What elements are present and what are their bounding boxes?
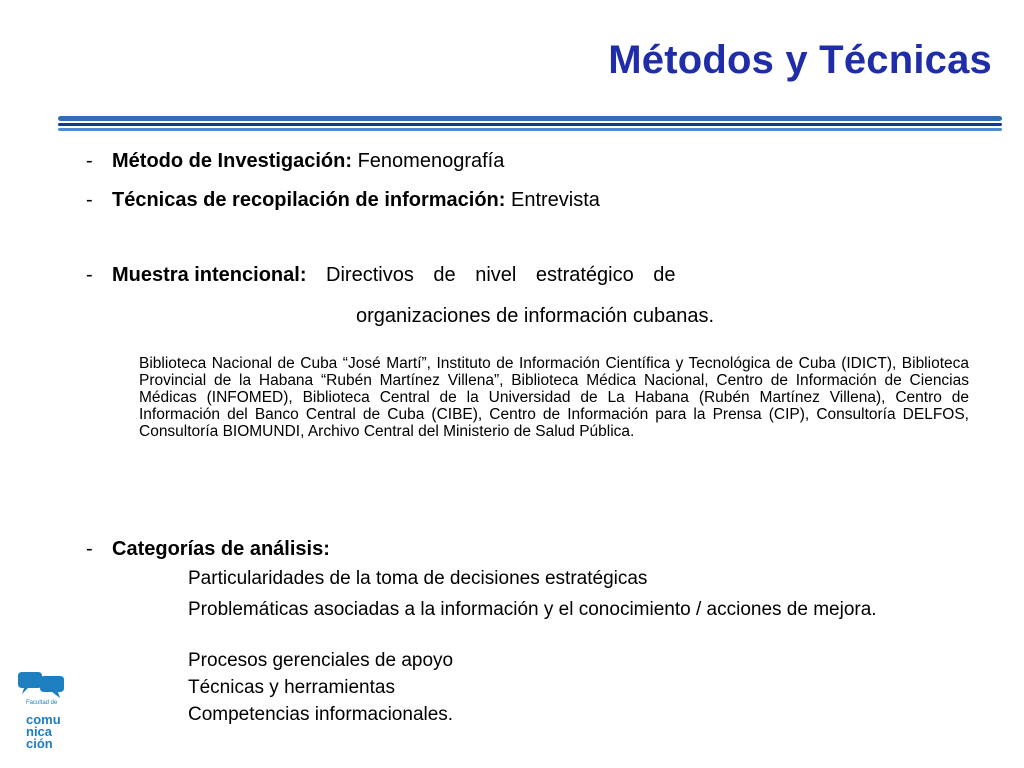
tecnicas-value: Entrevista xyxy=(505,189,600,211)
faculty-logo xyxy=(14,670,70,762)
divider-line-bottom xyxy=(58,128,1002,131)
categorias-label: Categorías de análisis: xyxy=(112,538,330,560)
muestra-label: Muestra intencional: xyxy=(112,264,307,286)
categoria-item: Particularidades de la toma de decisiones estratégicas xyxy=(188,568,648,589)
tecnicas-line xyxy=(112,189,600,212)
speech-bubbles-icon xyxy=(14,670,70,702)
instituciones-paragraph: Biblioteca Nacional de Cuba “José Martí”, Instituto de Información Científica y Tecnológica de Cuba (IDICT), Biblioteca Provincial de la Habana “Rubén Martínez Villena”, Biblioteca Médica Nacional, Centro de Información de Ciencias Médicas (INFOMED), Biblioteca Central de la Universidad de La Habana (Rubén Martínez Villena), Centro de Información del Banco Central de Cuba (CIBE), Centro de Información para la Prensa (CIP), Consultoría DELFOS, Consultoría BIOMUNDI, Archivo Central del Ministerio de Salud Pública. xyxy=(139,355,969,440)
bullet-dash: - xyxy=(86,150,93,172)
muestra-value-line2: organizaciones de información cubanas. xyxy=(356,305,714,327)
logo-caption: Facultad de xyxy=(26,700,58,706)
logo-word-2: nica xyxy=(26,724,53,739)
bullet-dash: - xyxy=(86,189,93,211)
muestra-value-line1: Directivos de nivel estratégico de xyxy=(306,264,676,286)
logo-word-3: ción xyxy=(26,736,53,751)
slide-title: Métodos y Técnicas xyxy=(608,38,992,82)
metodo-label: Método de Investigación: xyxy=(112,150,353,172)
title-divider xyxy=(58,116,1002,132)
divider-line-top xyxy=(58,116,1002,121)
bullet-dash: - xyxy=(86,264,93,286)
categoria-item: Competencias informacionales. xyxy=(188,704,454,725)
tecnicas-label: Técnicas de recopilación de información: xyxy=(112,189,506,211)
metodo-line xyxy=(112,150,504,173)
muestra-line xyxy=(112,264,676,287)
logo-word-1: comu xyxy=(26,712,61,727)
bullet-dash: - xyxy=(86,538,93,560)
categoria-item: Procesos gerenciales de apoyo xyxy=(188,650,454,671)
categoria-item: Técnicas y herramientas xyxy=(188,677,395,698)
categoria-item: Problemáticas asociadas a la información y el conocimiento / acciones de mejora. xyxy=(188,599,877,620)
metodo-value: Fenomenografía xyxy=(352,150,505,172)
divider-line-middle xyxy=(58,123,1002,126)
